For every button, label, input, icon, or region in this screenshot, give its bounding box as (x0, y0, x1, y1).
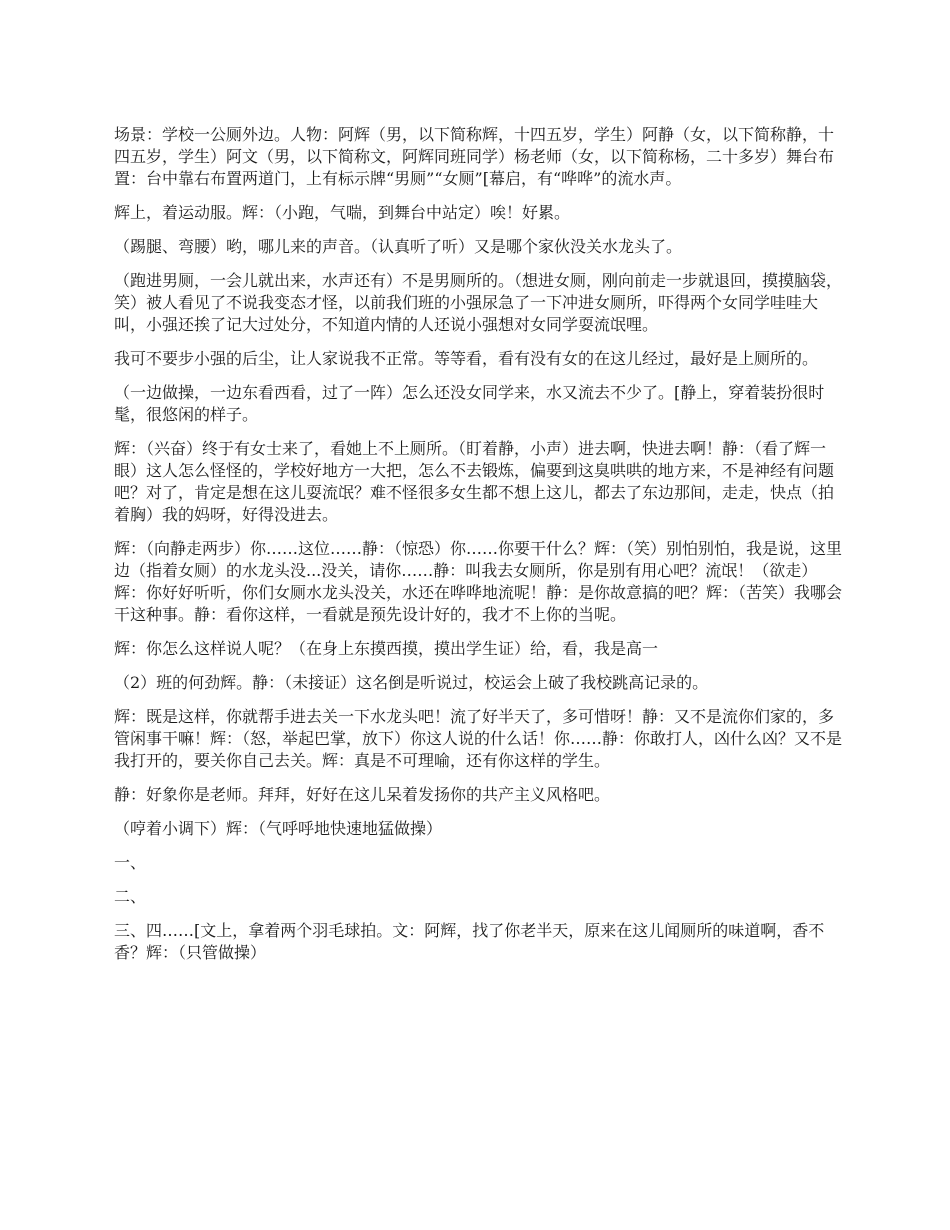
paragraph: 辉：（向静走两步）你……这位……静：（惊恐）你……你要干什么？辉：（笑）别怕别怕，我是说，这里边（指着女厕）的水龙头没...没关，请你……静：叫我去女厕所，你是别有用心吧？流氓！（欲走）辉：你好好听听，你们女厕水龙头没关，水还在哗哗地流呢！静：是你故意搞的吧？辉：（苦笑）我哪会干这种事。静：看你这样，一看就是预先设计好的，我才不上你的当呢。 (114, 539, 843, 624)
paragraph: 静：好象你是老师。拜拜，好好在这儿呆着发扬你的共产主义风格吧。 (114, 785, 611, 804)
paragraph: 三、四……[文上，拿着两个羽毛球拍。文：阿辉，找了你老半天，原来在这儿闻厕所的味道啊，香不香？辉：（只管做操） (114, 921, 825, 962)
paragraph: 我可不要步小强的后尘，让人家说我不正常。等等看，看有没有女的在这儿经过，最好是上厕所的。 (114, 349, 819, 368)
paragraph: 辉上，着运动服。辉：（小跑，气喘，到舞台中站定）唉！好累。 (114, 203, 571, 222)
paragraph: （2）班的何劲辉。静：（未接证）这名倒是听说过，校运会上破了我校跳高记录的。 (114, 673, 709, 692)
paragraph: 辉：既是这样，你就帮手进去关一下水龙头吧！流了好半天了，多可惜呀！静：又不是流你们家的，多管闲事干嘛！辉：（怒，举起巴掌，放下）你这人说的什么话！你……静：你敢打人，凶什么凶？又不是我打开的，要关你自己去关。辉：真是不可理喻，还有你这样的学生。 (114, 707, 843, 770)
paragraph: （踢腿、弯腰）哟，哪儿来的声音。（认真听了听）又是哪个家伙没关水龙头了。 (114, 237, 683, 256)
paragraph: 二、 (114, 887, 147, 906)
paragraph: 辉：（兴奋）终于有女士来了，看她上不上厕所。（盯着静，小声）进去啊，快进去啊！静：（看了辉一眼）这人怎么怪怪的，学校好地方一大把，怎么不去锻炼，偏要到这臭哄哄的地方来，不是神经有问题吧？对了，肯定是想在这儿耍流氓？难不怪很多女生都不想上这儿，都去了东边那间，走走，快点（拍着胸）我的妈呀，好得没进去。 (114, 439, 835, 524)
paragraph: 一、 (114, 853, 147, 872)
paragraph-scene-setup: 场景：学校一公厕外边。人物：阿辉（男，以下简称辉，十四五岁，学生）阿静（女，以下简称静，十四五岁，学生）阿文（男，以下简称文，阿辉同班同学）杨老师（女，以下简称杨，二十多岁）舞台布置：台中靠右布置两道门，上有标示牌“男厕”“女厕”[幕启，有“哗哗”的流水声。 (114, 125, 835, 188)
paragraph: （跑进男厕，一会儿就出来，水声还有）不是男厕所的。（想进女厕，刚向前走一步就退回，摸摸脑袋，笑）被人看见了不说我变态才怪，以前我们班的小强尿急了一下冲进女厕所，吓得两个女同学哇哇大叫，小强还挨了记大过处分，不知道内情的人还说小强想对女同学耍流氓哩。 (114, 271, 843, 334)
paragraph: 辉：你怎么这样说人呢？（在身上东摸西摸，摸出学生证）给，看，我是高一 (114, 639, 659, 658)
document-body (114, 124, 842, 976)
paragraph: （一边做操，一边东看西看，过了一阵）怎么还没女同学来，水又流去不少了。[静上，穿着装扮很时髦，很悠闲的样子。 (114, 383, 825, 424)
paragraph: （哼着小调下）辉：（气呼呼地快速地猛做操） (114, 819, 443, 838)
